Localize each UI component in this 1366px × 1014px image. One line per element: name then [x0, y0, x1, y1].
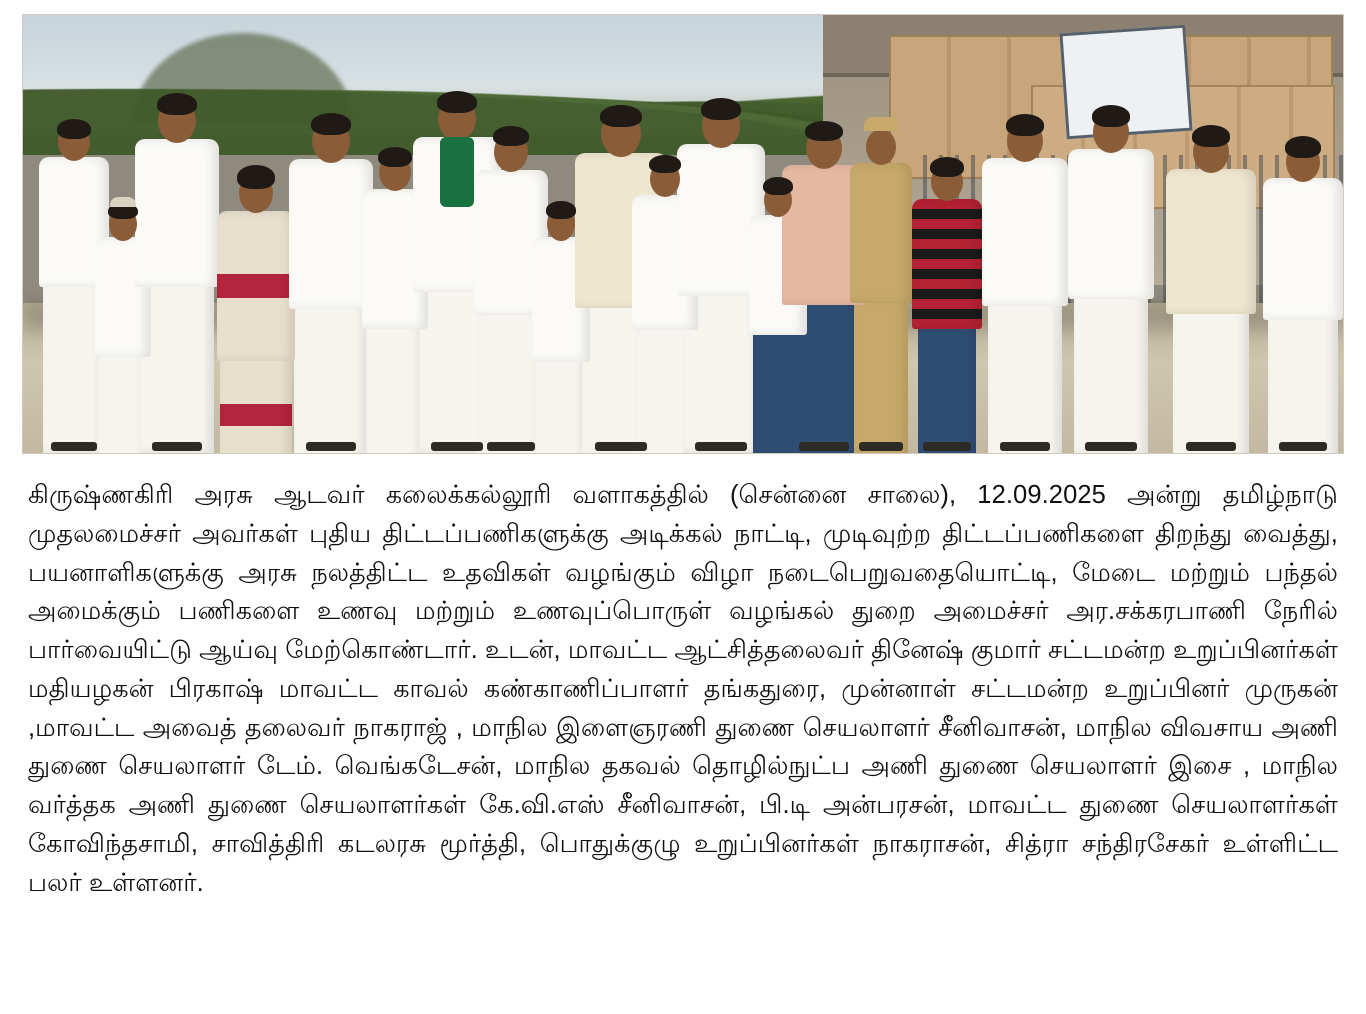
hair: [378, 147, 412, 167]
footwear: [799, 442, 849, 451]
lower-garment: [366, 313, 424, 454]
lower-garment: [294, 293, 368, 454]
hair: [1285, 136, 1321, 158]
hair: [600, 105, 642, 127]
hair: [649, 155, 681, 173]
lower-garment: [1074, 283, 1148, 454]
cap: [110, 197, 136, 207]
footwear: [487, 442, 535, 451]
footwear: [1085, 442, 1137, 451]
lower-garment: [988, 290, 1062, 454]
hair: [1006, 114, 1044, 136]
news-clipping: [22, 14, 1344, 1004]
footwear: [152, 442, 202, 451]
person-figure: [979, 98, 1071, 453]
hair: [57, 119, 91, 139]
lower-garment-saree: [220, 345, 292, 454]
person-figure: [131, 83, 223, 453]
lower-garment: [1268, 304, 1338, 454]
hair: [1092, 105, 1130, 127]
person-figure: [1163, 103, 1259, 453]
lower-garment: [140, 273, 214, 453]
torso: [1068, 149, 1154, 299]
footwear: [1279, 442, 1327, 451]
footwear: [923, 442, 971, 451]
uniform-torso: [850, 163, 912, 303]
hair: [1192, 125, 1230, 147]
person-figure: [1261, 108, 1344, 453]
footwear: [306, 442, 356, 451]
person-figure-police: [847, 113, 915, 453]
torso: [289, 159, 373, 309]
hair: [237, 165, 275, 189]
police-cap: [864, 117, 898, 131]
trousers: [918, 323, 976, 454]
hair: [763, 177, 793, 195]
hair: [930, 157, 964, 177]
hair: [311, 113, 351, 135]
hair: [546, 201, 576, 219]
torso-striped: [912, 199, 982, 329]
hair: [493, 126, 529, 146]
torso: [1166, 169, 1256, 314]
person-figure: [909, 123, 985, 453]
torso: [982, 158, 1068, 306]
footwear: [1000, 442, 1050, 451]
footwear: [51, 442, 97, 451]
torso: [1263, 178, 1343, 320]
footwear: [431, 442, 483, 451]
photo-caption-text: கிருஷ்ணகிரி அரசு ஆடவர் கலைக்கல்லூரி வளாகத்தில் (சென்னை சாலை), 12.09.2025 அன்று தமிழ்நாடு முதலமைச்சர் அவர்கள் புதிய திட்டப்பணிகளுக்கு அடிக்கல் நாட்டி, முடிவுற்ற திட்டப்பணிகளை திறந்து வைத்து, பயனாளிகளுக்கு அரசு நலத்திட்ட உதவிகள் வழங்கும் விழா நடைபெறுவதையொட்டி, மேடை மற்றும் பந்தல் அமைக்கும் பணிகளை உணவு மற்றும் உணவுப்பொருள் வழங்கல் துறை அமைச்சர் அர.சக்கரபாணி நேரில் பார்வையிட்டு ஆய்வு மேற்கொண்டார். உடன், மாவட்ட ஆட்சித்தலைவர் தினேஷ் குமார் சட்டமன்ற உறுப்பினர்கள் மதியழகன் பிரகாஷ் மாவட்ட காவல் கண்காணிப்பாளர் தங்கதுரை, முன்னாள் சட்டமன்ற உறுப்பினர் முருகன் ,மாவட்ட அவைத் தலைவர் நாகராஜ் , மாநில இளைஞரணி துணை செயலாளர் சீனிவாசன், மாநில விவசாய அணி துணை செயலாளர் டேம். வெங்கடேசன், மாநில தகவல் தொழில்நுட்ப அணி துணை செயலாளர் இசை , மாநில வர்த்தக அணி துணை செயலாளர்கள் கே.வி.எஸ் சீனிவாசன், பி.டி அன்பரசன், மாவட்ட துணை செயலாளர்கள் கோவிந்தசாமி, சாவித்திரி கடலரசு மூர்த்தி, பொதுக்குழு உறுப்பினர்கள் நாகராசன், சித்ரா சந்திரசேகர் உள்ளிட்ட பலர் உள்ளனர்.: [28, 481, 1338, 897]
hair: [701, 98, 741, 120]
person-figure: [1065, 93, 1157, 453]
lower-garment: [1173, 297, 1249, 454]
torso-saree: [217, 211, 295, 361]
footwear: [1186, 442, 1236, 451]
lower-garment: [535, 349, 587, 454]
torso: [135, 139, 219, 287]
press-photograph: [22, 14, 1344, 454]
footwear: [859, 442, 903, 451]
hair: [157, 93, 197, 115]
footwear: [595, 442, 647, 451]
head: [866, 129, 896, 165]
hair: [437, 91, 477, 113]
uniform-trousers: [854, 298, 908, 454]
green-shawl: [440, 137, 474, 207]
hair: [805, 121, 843, 141]
footwear: [695, 442, 747, 451]
